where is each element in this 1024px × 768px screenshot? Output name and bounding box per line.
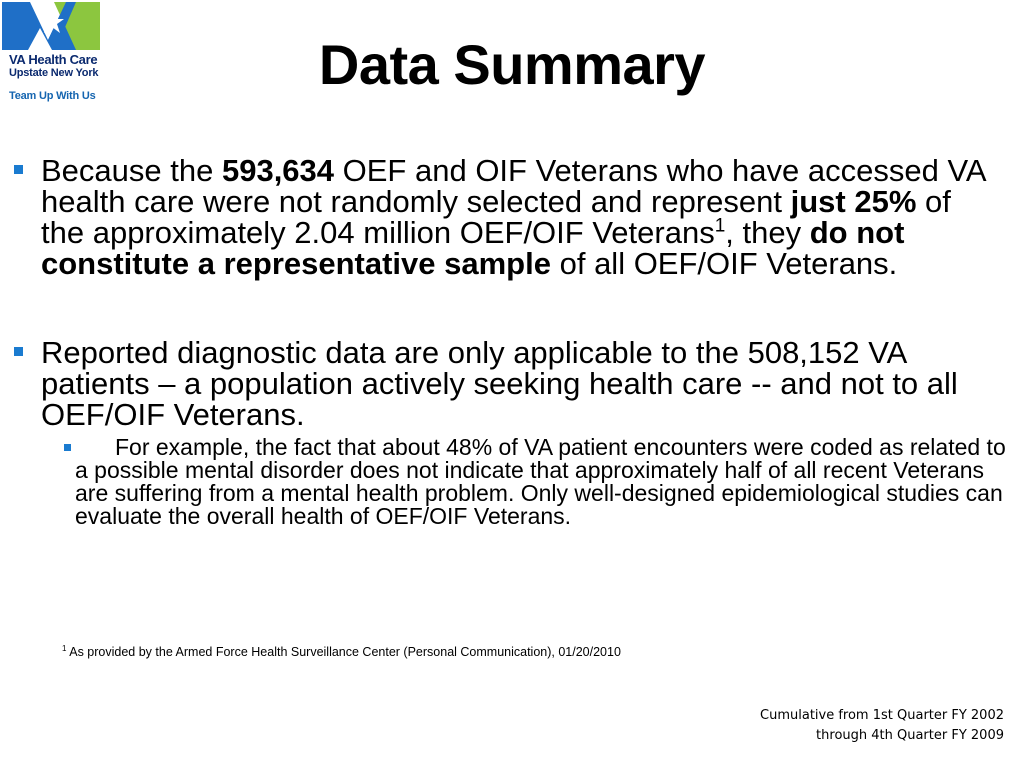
sub-bullet-square-icon <box>64 444 71 451</box>
logo-text-upstate-new-york: Upstate New York <box>9 67 99 79</box>
bullet1-text-3: of the approximately 2.04 million OEF/OIF Veterans <box>41 184 951 250</box>
logo-tagline: Team Up With Us <box>9 90 96 102</box>
sub-bullet-text: For example, the fact that about 48% of VA patient encounters were coded as related to a possible mental disorder does not indicate that approximately half of all recent Veterans are suffering from a mental health problem. Only well-designed epidemiological studies can evaluate the overall health of OEF/OIF Veterans. <box>75 434 1006 529</box>
bullet1-bold-percent: just 25% <box>790 184 917 219</box>
slide-title: Data Summary <box>318 33 706 96</box>
bullet-representative-sample <box>41 155 1001 279</box>
footnote <box>62 645 621 659</box>
bullet2-text: Reported diagnostic data are only applicable to the 508,152 VA patients – a population actively seeking health care -- and not to all OEF/OIF Veterans. <box>41 335 958 432</box>
logo-text-va-health-care: VA Health Care <box>9 52 98 67</box>
bullet1-text-1: Because the <box>41 153 222 188</box>
bullet1-bold-not-representative: do not constitute a representative sample <box>41 215 905 281</box>
footnote-text: As provided by the Armed Force Health Surveillance Center (Personal Communication), 01/20/2010 <box>66 645 621 659</box>
sub-bullet-example <box>75 436 1010 528</box>
bullet-square-icon <box>14 347 23 356</box>
bullet1-text-4: , they <box>725 215 810 250</box>
cumulative-period-note <box>760 706 1004 746</box>
bullet-diagnostic-data <box>41 337 1006 430</box>
footnote-number: 1 <box>62 643 67 653</box>
bullet1-footnote-ref: 1 <box>714 215 726 237</box>
bullet1-bold-count: 593,634 <box>221 153 335 188</box>
bullet-square-icon <box>14 165 23 174</box>
cumulative-line-2: through 4th Quarter FY 2009 <box>816 728 1004 743</box>
bullet1-text-5: of all OEF/OIF Veterans. <box>550 246 898 281</box>
bullet1-text-2: OEF and OIF Veterans who have accessed VA health care were not randomly selected and represent <box>41 153 985 219</box>
cumulative-line-1: Cumulative from 1st Quarter FY 2002 <box>760 708 1004 723</box>
